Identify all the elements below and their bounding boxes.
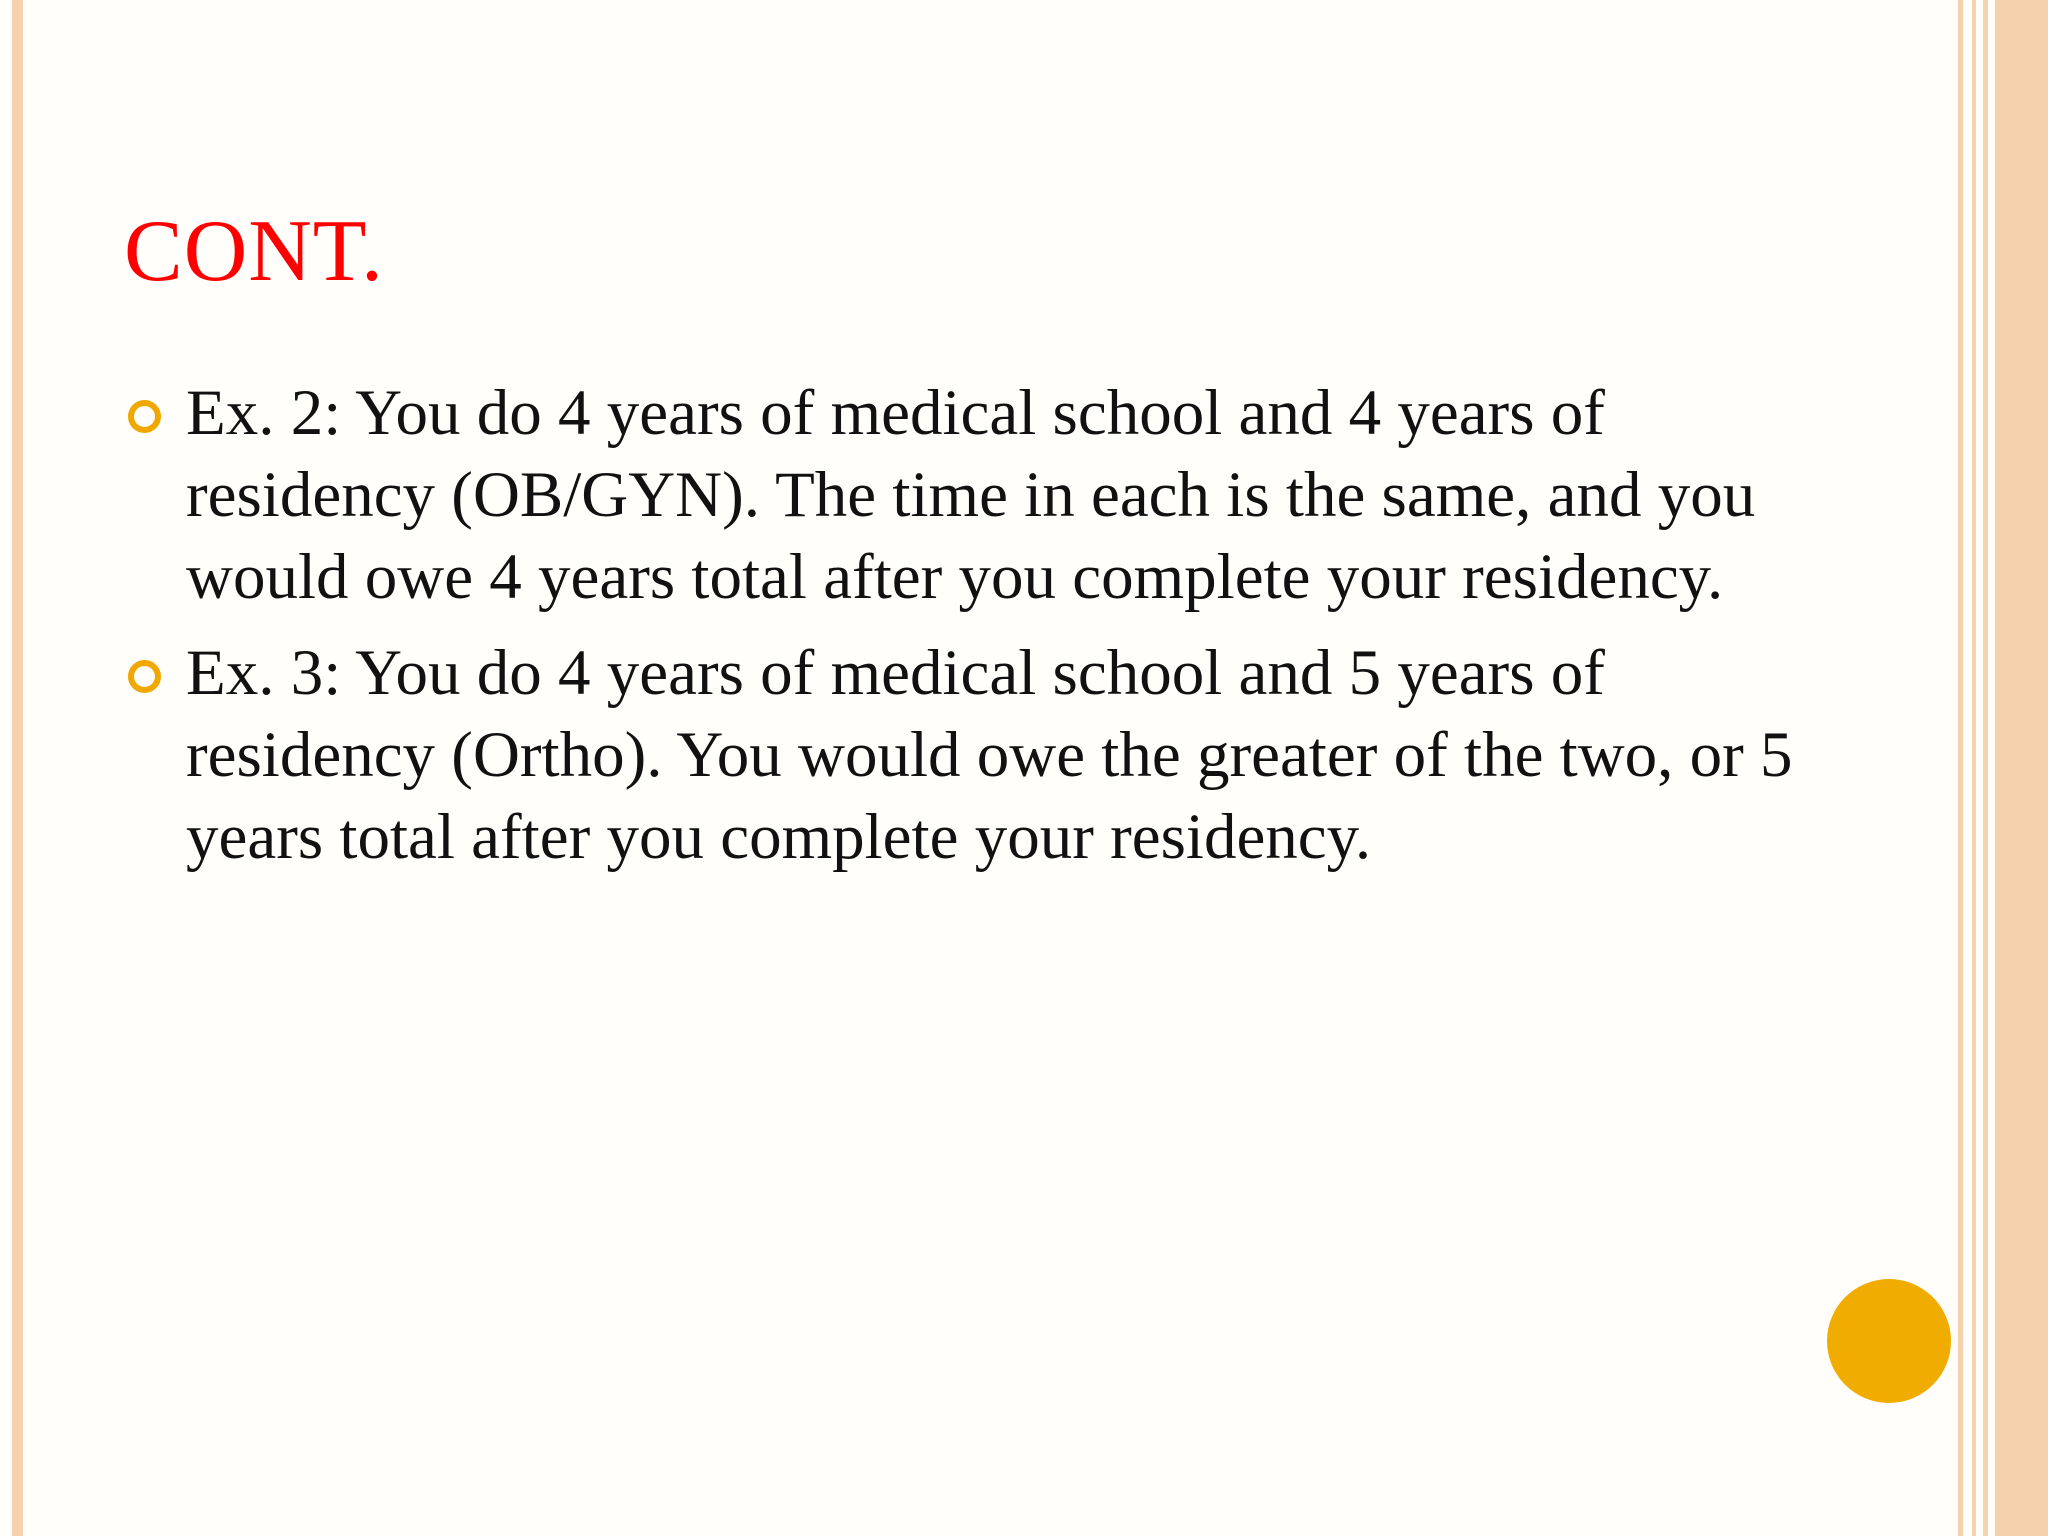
right-border-band xyxy=(1995,0,2048,1536)
bullet-text: Ex. 2: You do 4 years of medical school and 4 years of residency (OB/GYN). The time in each is the same, and you would owe 4 years total after you complete your residency. xyxy=(186,377,1756,613)
bullet-list xyxy=(124,372,1804,892)
bullet-item xyxy=(124,632,1804,878)
hollow-circle-bullet-icon xyxy=(128,400,161,433)
right-border-stripe xyxy=(1972,0,1976,1536)
left-border-stripe xyxy=(12,0,23,1536)
filled-circle-icon xyxy=(1827,1279,1951,1403)
slide-title: CONT. xyxy=(124,203,385,300)
bullet-text: Ex. 3: You do 4 years of medical school and 5 years of residency (Ortho). You would owe the greater of the two, or 5 years total after you complete your residency. xyxy=(186,637,1793,873)
right-border-stripe xyxy=(1983,0,1988,1536)
bullet-item xyxy=(124,372,1804,618)
right-border-stripe xyxy=(1958,0,1963,1536)
hollow-circle-bullet-icon xyxy=(128,660,161,693)
